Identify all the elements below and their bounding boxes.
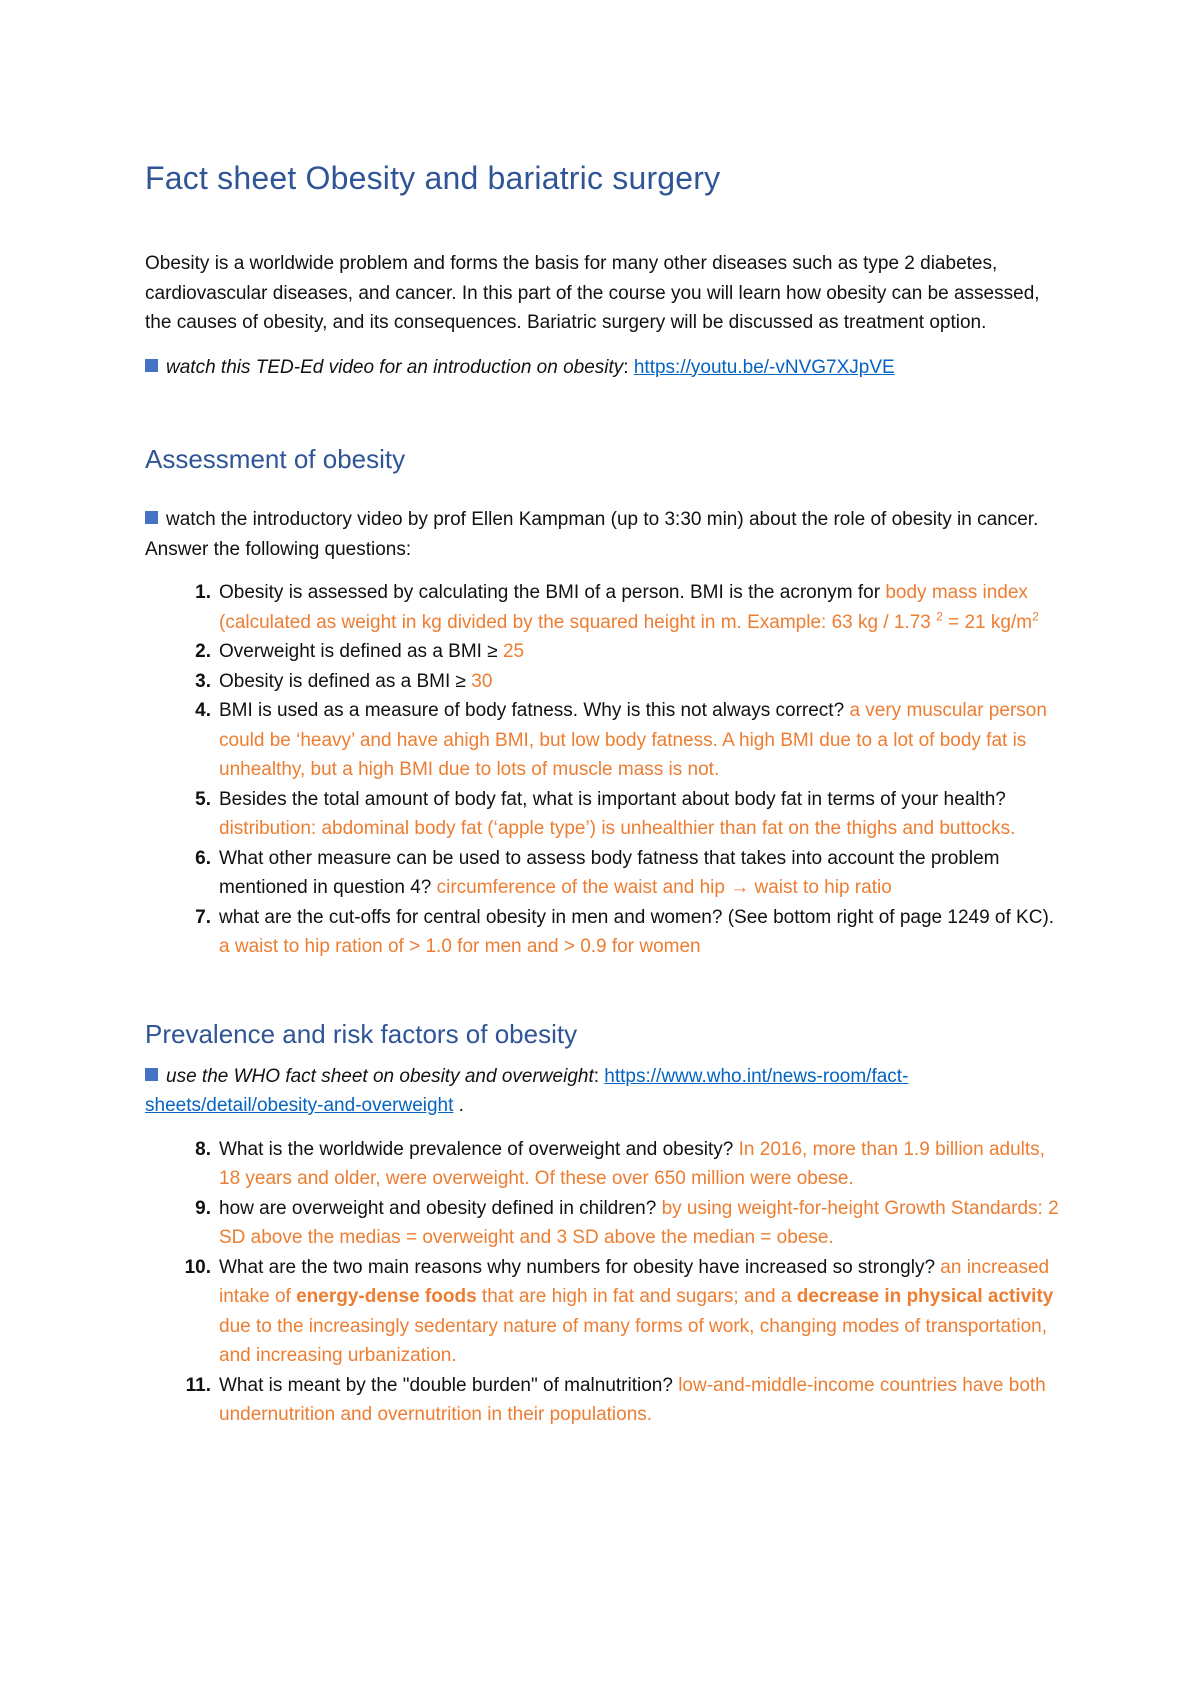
list-number: 3.: [195, 670, 211, 692]
question-text: Overweight is defined as a BMI ≥: [219, 641, 503, 662]
list-item: [145, 696, 1065, 785]
question-text: Besides the total amount of body fat, what is important about body fat in terms of your health?: [219, 788, 1006, 810]
answer-text: by using weight-for-height Growth Standards: 2 SD above the medias = overweight and 3 SD above the median = obese.: [219, 1197, 1059, 1248]
who-factsheet-colon: :: [593, 1065, 605, 1087]
answer-text: 30: [471, 670, 493, 692]
list-item: [145, 667, 1065, 697]
who-factsheet-label: use the WHO fact sheet on obesity and overweight: [166, 1065, 594, 1087]
list-item: [145, 844, 1065, 903]
section-heading-assessment: Assessment of obesity: [145, 444, 406, 474]
who-factsheet-end: .: [453, 1095, 464, 1116]
answer-bold-text: decrease in physical activity: [796, 1286, 1054, 1307]
square-bullet-icon: [145, 1068, 158, 1081]
list-number: 6.: [195, 847, 211, 869]
list-item: [145, 578, 1065, 637]
question-text: Obesity is assessed by calculating the BMI of a person. BMI is the acronym for: [219, 582, 886, 603]
assessment-question-list: [145, 578, 1065, 962]
list-item: [145, 637, 1065, 667]
list-item: [145, 1135, 1065, 1194]
intro-video-colon: :: [623, 356, 634, 378]
answer-text: body mass index (calculated as weight in kg divided by the squared height in m. Example: 63 kg / 1.73: [219, 582, 1028, 633]
answer-text: circumference of the waist and hip → waist to hip ratio: [436, 877, 892, 898]
intro-video-line: [145, 353, 1065, 383]
answer-text: a very muscular person could be ‘heavy’ and have ahigh BMI, but low body fatness. A high BMI due to a lot of body fat is unhealthy, but a high BMI due to lots of muscle mass is not.: [219, 700, 1047, 780]
list-item: [145, 1253, 1065, 1371]
list-item: [145, 1194, 1065, 1253]
list-number: 8.: [195, 1138, 211, 1160]
intro-video-link[interactable]: https://youtu.be/-vNVG7XJpVE: [633, 356, 895, 378]
answer-text: 25: [502, 641, 525, 662]
assessment-instruction: [145, 505, 1065, 564]
list-number: 9.: [195, 1197, 211, 1219]
document-content: [145, 160, 1065, 1430]
list-item: [145, 903, 1065, 962]
question-text: What other measure can be used to assess body fatness that takes into account the problem mentioned in question 4?: [219, 847, 1000, 898]
answer-text: low-and-middle-income countries have both undernutrition and overnutrition in their populations.: [219, 1374, 1046, 1425]
square-bullet-icon: [145, 511, 158, 524]
section-heading-prevalence: Prevalence and risk factors of obesity: [145, 1018, 578, 1049]
answer-text: that are high in fat and sugars; and a: [476, 1286, 797, 1307]
superscript: 2: [1032, 609, 1039, 624]
list-number: 1.: [195, 582, 211, 603]
question-text: What are the two main reasons why numbers for obesity have increased so strongly?: [219, 1256, 941, 1278]
list-item: [145, 1371, 1065, 1430]
list-number: 10.: [184, 1256, 211, 1278]
answer-text: distribution: abdominal body fat (‘apple type’) is unhealthier than fat on the thighs and buttocks.: [219, 818, 1016, 839]
intro-paragraph: Obesity is a worldwide problem and forms the basis for many other diseases such as type 2 diabetes, cardiovascular diseases, and cancer. In this part of the course you will learn how obesity can be assessed, the causes of obesity, and its consequences. Bariatric surgery will be discussed as treatment option.: [145, 253, 1040, 333]
question-text: What is meant by the "double burden" of malnutrition?: [219, 1374, 679, 1396]
list-number: 7.: [195, 906, 211, 928]
question-text: what are the cut-offs for central obesity in men and women? (See bottom right of page 1249 of KC).: [219, 906, 1055, 928]
assessment-instruction-text: watch the introductory video by prof Ellen Kampman (up to 3:30 min) about the role of obesity in cancer. Answer the following questions:: [145, 509, 1039, 560]
list-number: 4.: [195, 700, 211, 721]
answer-bold-text: energy-dense foods: [296, 1286, 477, 1307]
question-text: BMI is used as a measure of body fatness. Why is this not always correct?: [219, 700, 850, 721]
who-factsheet-link[interactable]: https://www.who.int/news-room/fact-sheets/detail/obesity-and-overweight: [145, 1065, 909, 1116]
answer-text: = 21 kg/m: [942, 611, 1033, 633]
answer-text: due to the increasingly sedentary nature of many forms of work, changing modes of transportation, and increasing urbanization.: [219, 1315, 1048, 1366]
question-text: Obesity is defined as a BMI ≥: [219, 670, 472, 692]
prevalence-question-list: [145, 1135, 1065, 1430]
answer-text: In 2016, more than 1.9 billion adults, 18 years and older, were overweight. Of these over 650 million were obese.: [219, 1138, 1045, 1189]
superscript: 2: [936, 609, 943, 624]
answer-text: a waist to hip ration of > 1.0 for men and > 0.9 for women: [219, 936, 701, 957]
question-text: What is the worldwide prevalence of overweight and obesity?: [219, 1138, 739, 1160]
answer-text: an increased intake of: [219, 1256, 1050, 1307]
square-bullet-icon: [145, 359, 158, 372]
list-item: [145, 785, 1065, 844]
list-number: 5.: [195, 788, 211, 810]
who-factsheet-line: [145, 1062, 1065, 1121]
list-number: 2.: [195, 641, 211, 662]
intro-video-label: watch this TED-Ed video for an introduction on obesity: [166, 356, 624, 378]
list-number: 11.: [185, 1374, 211, 1396]
question-text: how are overweight and obesity defined in children?: [219, 1197, 662, 1219]
page-title: Fact sheet Obesity and bariatric surgery: [145, 160, 721, 196]
